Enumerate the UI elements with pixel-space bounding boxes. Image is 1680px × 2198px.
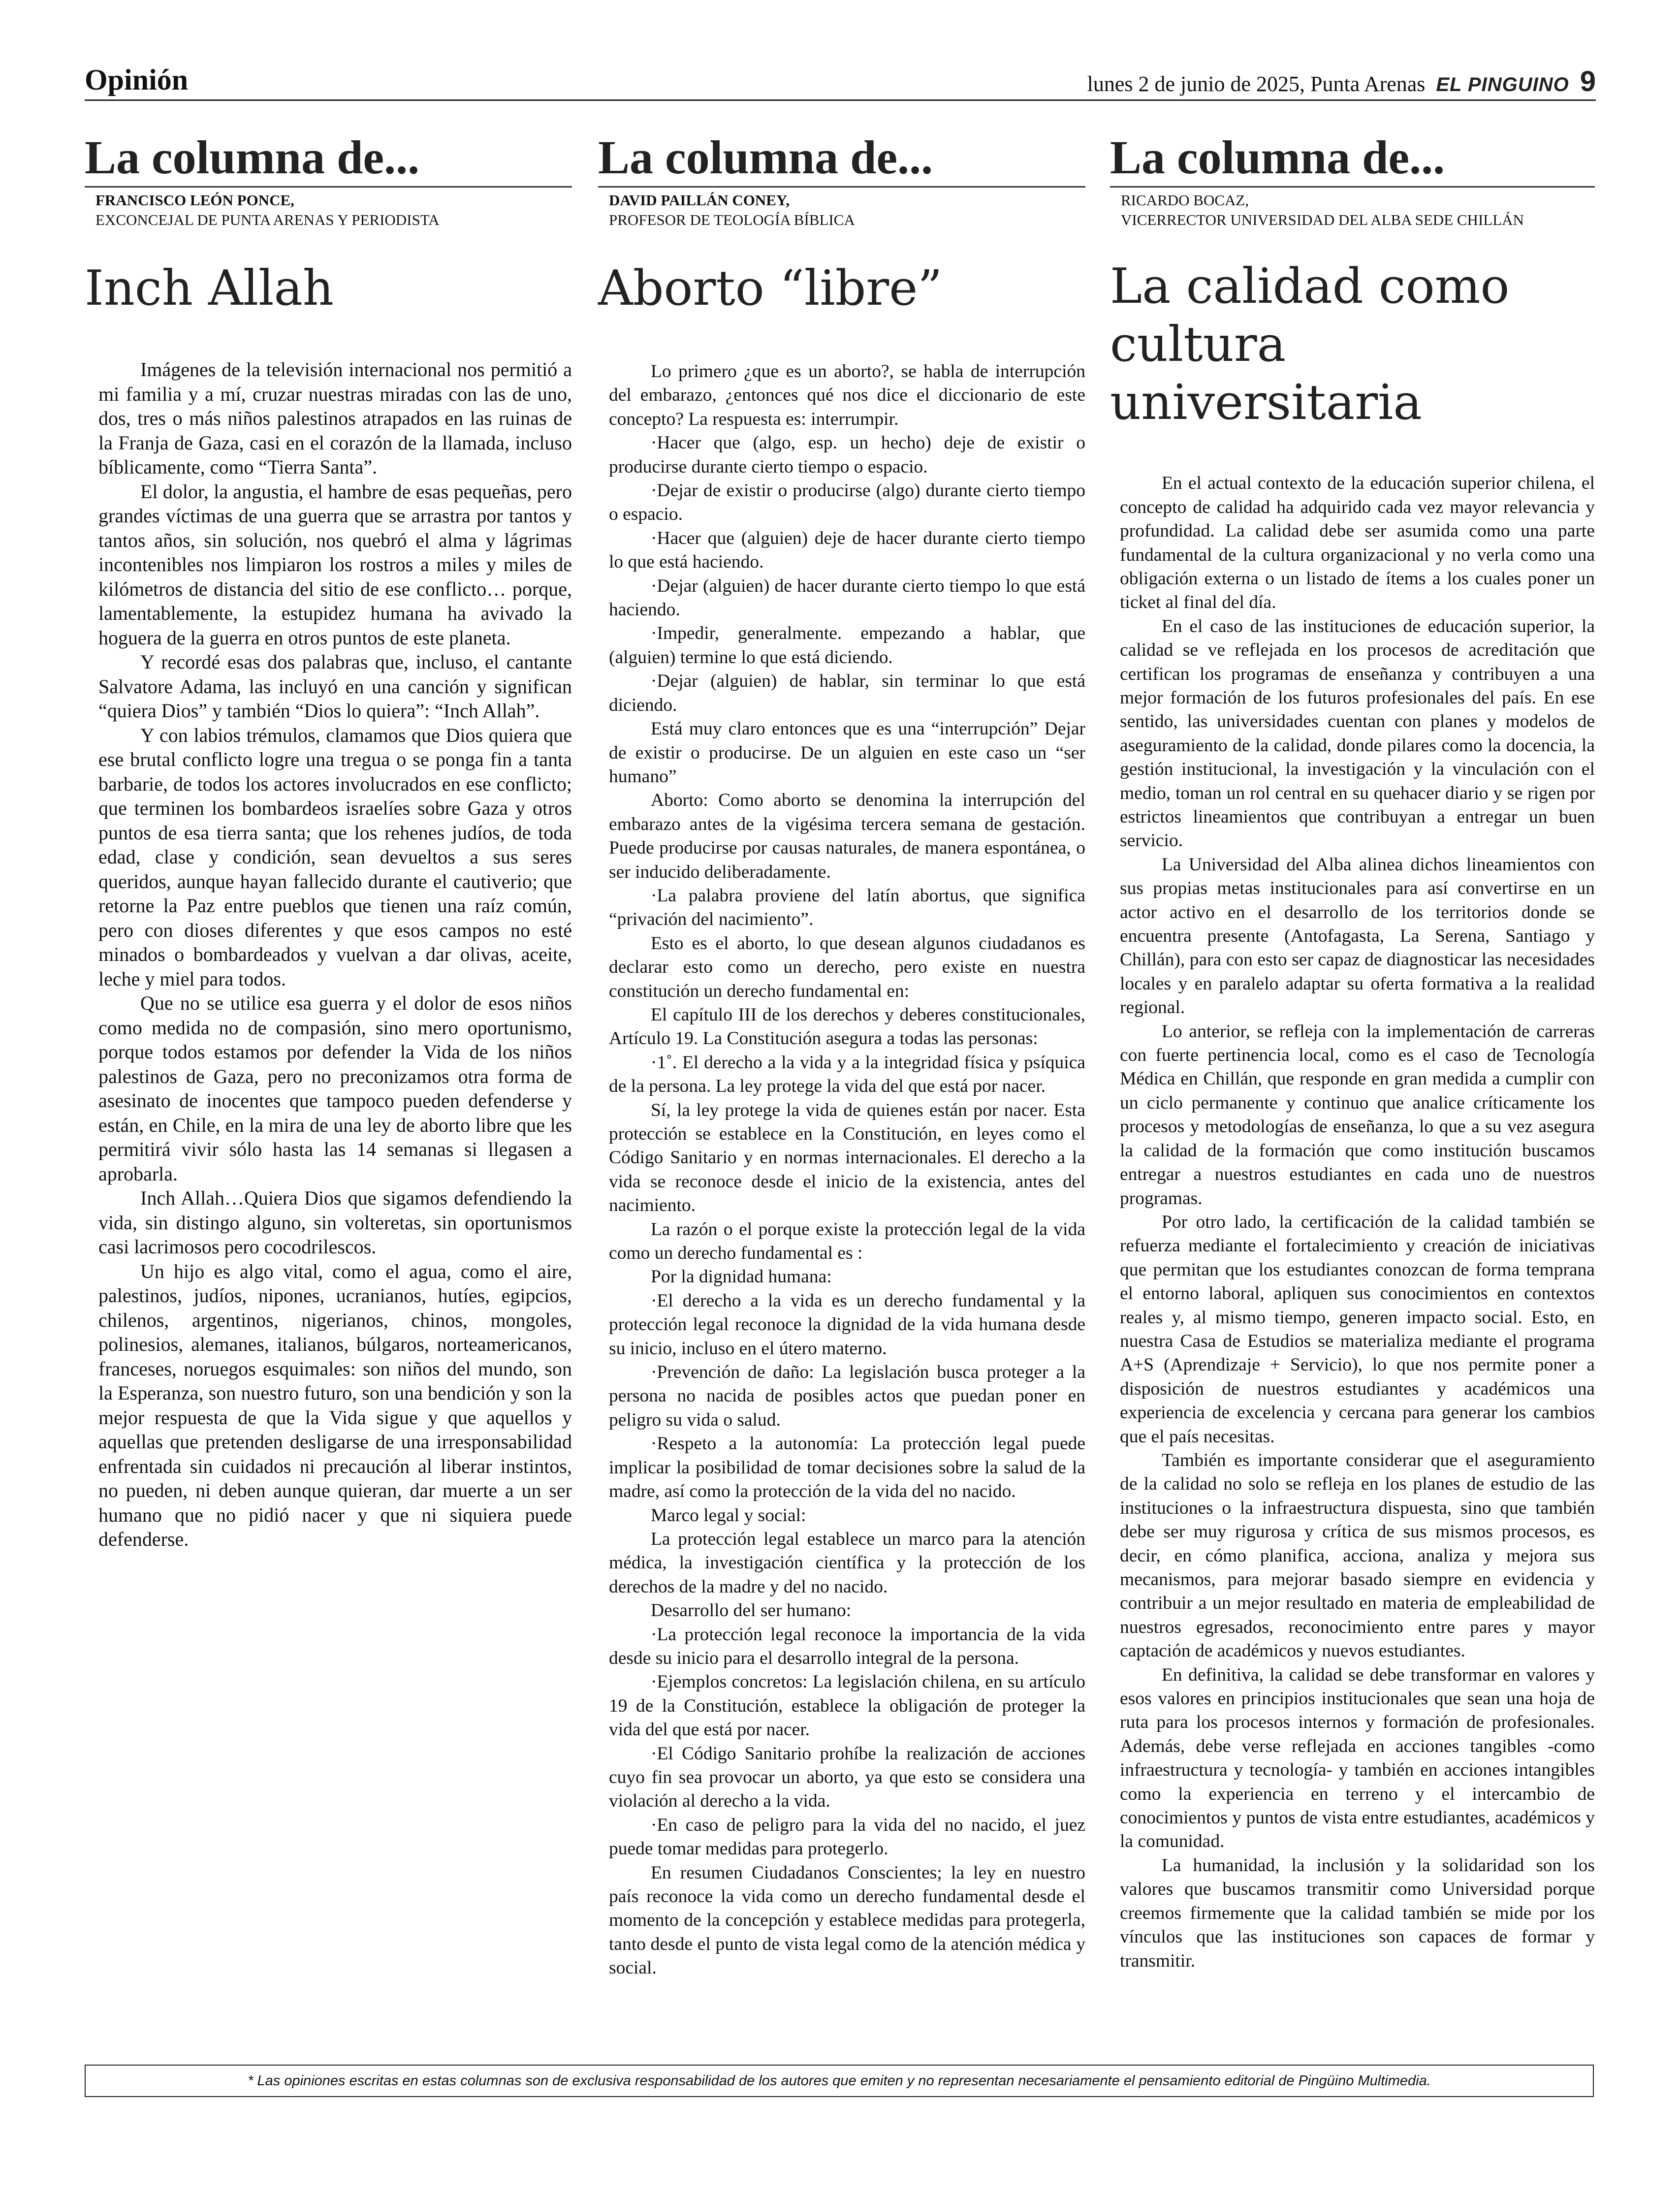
- author-name: RICARDO BOCAZ,: [1121, 191, 1249, 209]
- paragraph: ·La palabra proviene del latín abortus, que significa “privación del nacimiento”.: [609, 885, 1085, 930]
- author-role: EXCONCEJAL DE PUNTA ARENAS Y PERIODISTA: [95, 211, 440, 228]
- column-paillan-coney: [598, 132, 1085, 1980]
- column-kicker: La columna de...: [1110, 132, 1595, 188]
- column-kicker: La columna de...: [85, 132, 572, 188]
- paragraph: Por la dignidad humana:: [651, 1267, 832, 1287]
- paragraph: ·La protección legal reconoce la importancia de la vida desde su inicio para el desarrollo integral de la persona.: [609, 1624, 1085, 1668]
- byline: [1121, 191, 1595, 230]
- column-kicker: La columna de...: [598, 132, 1085, 188]
- paragraph: En el caso de las instituciones de educación superior, la calidad se ve reflejada en los procesos de acreditación que certifican los programas de enseñanza y contribuyen a una mejor formación de los futuros profesionales del país. En ese sentido, las universidades cuentan con planes y modelos de aseguramiento de la calidad, donde pilares como la docencia, la gestión institucional, la investigación y la vinculación con el medio, toman un rol central en su quehacer diario y se rigen por estrictos lineamientos que contribuyan a entregar un buen servicio.: [1120, 616, 1595, 851]
- paragraph: En resumen Ciudadanos Conscientes; la ley en nuestro país reconoce la vida como un derecho fundamental desde el momento de la concepción y establece medidas para protegerla, tanto desde el punto de vista legal como de la atención médica y social.: [609, 1862, 1085, 1978]
- paragraph: ·El Código Sanitario prohíbe la realización de acciones cuyo fin sea provocar un aborto, ya que esto se considera una violación al derecho a la vida.: [609, 1743, 1085, 1812]
- author-name: DAVID PAILLÁN CONEY,: [609, 191, 790, 209]
- paragraph: ·Hacer que (algo, esp. un hecho) deje de existir o producirse durante cierto tiempo o espacio.: [609, 433, 1085, 477]
- header-right: [1087, 65, 1596, 98]
- paragraph: También es importante considerar que el aseguramiento de la calidad no solo se refleja en los planes de estudio de las instituciones o la infraestructura dispuesta, sino que también debe ser muy rigurosa y crítica de sus mismos procesos, es decir, en cómo planifica, acciona, analiza y mejora sus mecanismos, para mejorar basado siempre en evidencia y contribuir a un mejor resultado en materia de empleabilidad de nuestros egresados, reconocimiento entre pares y mayor captación de académicos y nuevos estudiantes.: [1120, 1450, 1595, 1661]
- paragraph: Desarrollo del ser humano:: [651, 1600, 852, 1621]
- author-role: PROFESOR DE TEOLOGÍA BÍBLICA: [609, 211, 855, 228]
- paragraph: Imágenes de la televisión internacional nos permitió a mi familia y a mí, cruzar nuestras miradas con las de uno, dos, tres o más niños palestinos atrapados en las ruinas de la Franja de Gaza, casi en el corazón de la llamada, incluso bíblicamente, como “Tierra Santa”.: [98, 358, 572, 478]
- paragraph: ·El derecho a la vida es un derecho fundamental y la protección legal reconoce la dignidad de la vida humana desde su inicio, incluso en el útero materno.: [609, 1290, 1085, 1359]
- paragraph: La Universidad del Alba alinea dichos lineamientos con sus propias metas institucionales para así convertirse en un actor activo en el desarrollo de los territorios donde se encuentra presente (Antofagasta, La Serena, Santiago y Chillán), para con esto ser capaz de diagnosticar las necesidades locales y en paralelo adaptar su oferta formativa a la realidad regional.: [1120, 854, 1595, 1018]
- paragraph: ·Dejar de existir o producirse (algo) durante cierto tiempo o espacio.: [609, 480, 1085, 525]
- paragraph: Esto es el aborto, lo que desean algunos ciudadanos es declarar esto como un derecho, pero existe en nuestra constitución un derecho fundamental en:: [609, 933, 1085, 1001]
- masthead-logo: EL PINGUINO: [1436, 74, 1569, 96]
- paragraph: Lo primero ¿que es un aborto?, se habla de interrupción del embarazo, ¿entonces qué nos dice el diccionario de este concepto? La respuesta es: interrumpir.: [609, 361, 1085, 429]
- author-name: FRANCISCO LEÓN PONCE,: [95, 191, 294, 209]
- article-body: [1110, 472, 1595, 1973]
- section-name: Opinión: [85, 64, 189, 96]
- article-title: Inch Allah: [85, 260, 334, 317]
- column-bocaz: [1110, 132, 1595, 1973]
- paragraph: Un hijo es algo vital, como el agua, como el aire, palestinos, judíos, nipones, ucranianos, hutíes, egipcios, chilenos, argentinos, nigerianos, chinos, mongoles, polinesios, alemanes, italianos, búlgaros, norteamericanos, franceses, noruegos esquimales: son niños del mundo, son la Esperanza, son nuestro futuro, son una bendición y son la mejor respuesta de que la Vida sigue y que aquellos y aquellas que pretenden desligarse de una irresponsabilidad enfrentada sin cuidados ni precaución al liberar instintos, no pueden, ni deben aunque quieran, dar muerte a un ser humano que no pidió nacer y que ni siquiera puede defenderse.: [98, 1260, 572, 1551]
- paragraph: Inch Allah…Quiera Dios que sigamos defendiendo la vida, sin distingo alguno, sin volteretas, sin oportunismos casi lacrimosos pero cocodrilescos.: [98, 1187, 572, 1258]
- column-leon-ponce: [85, 132, 572, 1552]
- paragraph: Sí, la ley protege la vida de quienes están por nacer. Esta protección se establece en la Constitución, en leyes como el Código Sanitario y en normas internacionales. El derecho a la vida se reconoce desde el inicio de la existencia, antes del nacimiento.: [609, 1100, 1085, 1216]
- paragraph: En el actual contexto de la educación superior chilena, el concepto de calidad ha adquirido cada vez mayor relevancia y profundidad. La calidad debe ser asumida como una parte fundamental de la cultura organizacional y no verla como una obligación externa o un listado de ítems a los cuales poner un ticket al final del día.: [1120, 473, 1595, 613]
- paragraph: ·Prevención de daño: La legislación busca proteger a la persona no nacida de posibles actos que puedan poner en peligro su vida o salud.: [609, 1362, 1085, 1430]
- article-title: Aborto “libre”: [598, 260, 943, 317]
- byline: [95, 191, 572, 230]
- article-title: La calidad como cultura universitaria: [1110, 258, 1510, 431]
- paragraph: La protección legal establece un marco para la atención médica, la investigación científica y la protección de los derechos de la madre y del no nacido.: [609, 1529, 1085, 1597]
- paragraph: El capítulo III de los derechos y deberes constitucionales, Artículo 19. La Constitución asegura a todas las personas:: [609, 1004, 1085, 1049]
- paragraph: La razón o el porque existe la protección legal de la vida como un derecho fundamental es :: [609, 1219, 1085, 1264]
- paragraph: ·En caso de peligro para la vida del no nacido, el juez puede tomar medidas para protegerlo.: [609, 1815, 1085, 1859]
- paragraph: ·Dejar (alguien) de hablar, sin terminar lo que está diciendo.: [609, 671, 1085, 715]
- paragraph: ·Ejemplos concretos: La legislación chilena, en su artículo 19 de la Constitución, establece la obligación de proteger la vida del que está por nacer.: [609, 1672, 1085, 1740]
- article-body: [85, 357, 572, 1552]
- page-header: [85, 60, 1596, 101]
- paragraph: Aborto: Como aborto se denomina la interrupción del embarazo antes de la vigésima tercera semana de gestación. Puede producirse por causas naturales, de manera espontánea, o ser inducido deliberadamente.: [609, 790, 1085, 882]
- paragraph: En definitiva, la calidad se debe transformar en valores y esos valores en principios institucionales que sean una hoja de ruta para los procesos internos y formación de profesionales. Además, debe verse reflejada en acciones tangibles -como infraestructura y tecnología- y también en acciones intangibles como la experiencia en terreno y el intercambio de conocimientos y puntos de vista entre estudiantes, académicos y la comunidad.: [1120, 1664, 1595, 1852]
- paragraph: ·Impedir, generalmente. empezando a hablar, que (alguien) termine lo que está diciendo.: [609, 623, 1085, 668]
- paragraph: Marco legal y social:: [651, 1505, 806, 1526]
- paragraph: El dolor, la angustia, el hambre de esas pequeñas, pero grandes víctimas de una guerra que se arrastra por tantos y tantos años, sin solución, nos quebró el alma y lágrimas incontenibles nos limpiaron los rostros a miles y miles de kilómetros de distancia del sitio de ese conflicto… porque, lamentablemente, la estupidez humana ha avivado la hoguera de la guerra en otros puntos de este planeta.: [98, 480, 572, 649]
- paragraph: Está muy claro entonces que es una “interrupción” Dejar de existir o producirse. De un alguien en este caso un “ser humano”: [609, 719, 1085, 787]
- paragraph: Que no se utilice esa guerra y el dolor de esos niños como medida no de compasión, sino mero oportunismo, porque todos estamos por defender la Vida de los niños palestinos de Gaza, pero no preconizamos otra forma de asesinato de inocentes que tampoco pueden defenderse y están, en Chile, en la mira de una ley de aborto libre que les permitirá vivir sólo hasta las 14 semanas si llegasen a aprobarla.: [98, 992, 572, 1185]
- paragraph: Y con labios trémulos, clamamos que Dios quiera que ese brutal conflicto logre una tregua o se ponga fin a tanta barbarie, de todos los actores involucrados en ese conflicto; que terminen los bombardeos israelíes sobre Gaza y otros puntos de esa tierra santa; que los rehenes judíos, de toda edad, clase y condición, sean devueltos a sus seres queridos, aunque hayan fallecido durante el cautiverio; que retorne la Paz entre pueblos que tienen una raíz común, pero con dioses diferentes y que esos campos no esté minados o bombardeados y vuelvan a dar olivas, aceite, leche y miel para todos.: [98, 724, 572, 990]
- paragraph: ·Dejar (alguien) de hacer durante cierto tiempo lo que está haciendo.: [609, 575, 1085, 620]
- paragraph: ·1˚. El derecho a la vida y a la integridad física y psíquica de la persona. La ley protege la vida del que está por nacer.: [609, 1052, 1085, 1097]
- paragraph: Y recordé esas dos palabras que, incluso, el cantante Salvatore Adama, las incluyó en una canción y significan “quiera Dios” y también “Dios lo quiera”: “Inch Allah”.: [98, 651, 572, 722]
- page-number: 9: [1580, 65, 1596, 97]
- paragraph: ·Respeto a la autonomía: La protección legal puede implicar la posibilidad de tomar decisiones sobre la salud de la madre, así como la protección de la vida del no nacido.: [609, 1433, 1085, 1502]
- author-role: VICERRECTOR UNIVERSIDAD DEL ALBA SEDE CHILLÁN: [1121, 211, 1524, 228]
- footer-disclaimer: * Las opiniones escritas en estas columnas son de exclusiva responsabilidad de los autores que emiten y no representan necesariamente el pensamiento editorial de Pingüino Multimedia.: [85, 2065, 1594, 2097]
- publication-date: lunes 2 de junio de 2025, Punta Arenas: [1087, 72, 1426, 96]
- paragraph: Lo anterior, se refleja con la implementación de carreras con fuerte pertinencia local, como es el caso de Tecnología Médica en Chillán, que responde en gran medida a cumplir con un ciclo permanente y continuo que analice críticamente los procesos y metodologías de enseñanza, lo que a su vez asegura la calidad de la formación que como institución buscamos entregar a nuestros estudiantes en cada uno de nuestros programas.: [1120, 1021, 1595, 1209]
- paragraph: La humanidad, la inclusión y la solidaridad son los valores que buscamos transmitir como Universidad porque creemos firmemente que la calidad también se mide por los vínculos que las instituciones son capaces de formar y transmitir.: [1120, 1855, 1595, 1971]
- paragraph: ·Hacer que (alguien) deje de hacer durante cierto tiempo lo que está haciendo.: [609, 528, 1085, 573]
- byline: [609, 191, 1085, 230]
- article-body: [598, 360, 1085, 1980]
- paragraph: Por otro lado, la certificación de la calidad también se refuerza mediante el fortalecimiento y creación de iniciativas que permitan que los estudiantes conozcan de forma temprana el entorno laboral, apliquen sus conocimientos en contextos reales y, al mismo tiempo, generen impacto social. Esto, en nuestra Casa de Estudios se materializa mediante el programa A+S (Aprendizaje + Servicio), lo que nos permite poner a disposición de nuestros estudiantes y académicos una experiencia de excelencia y cercana para generar los cambios que el país necesitas.: [1120, 1211, 1595, 1447]
